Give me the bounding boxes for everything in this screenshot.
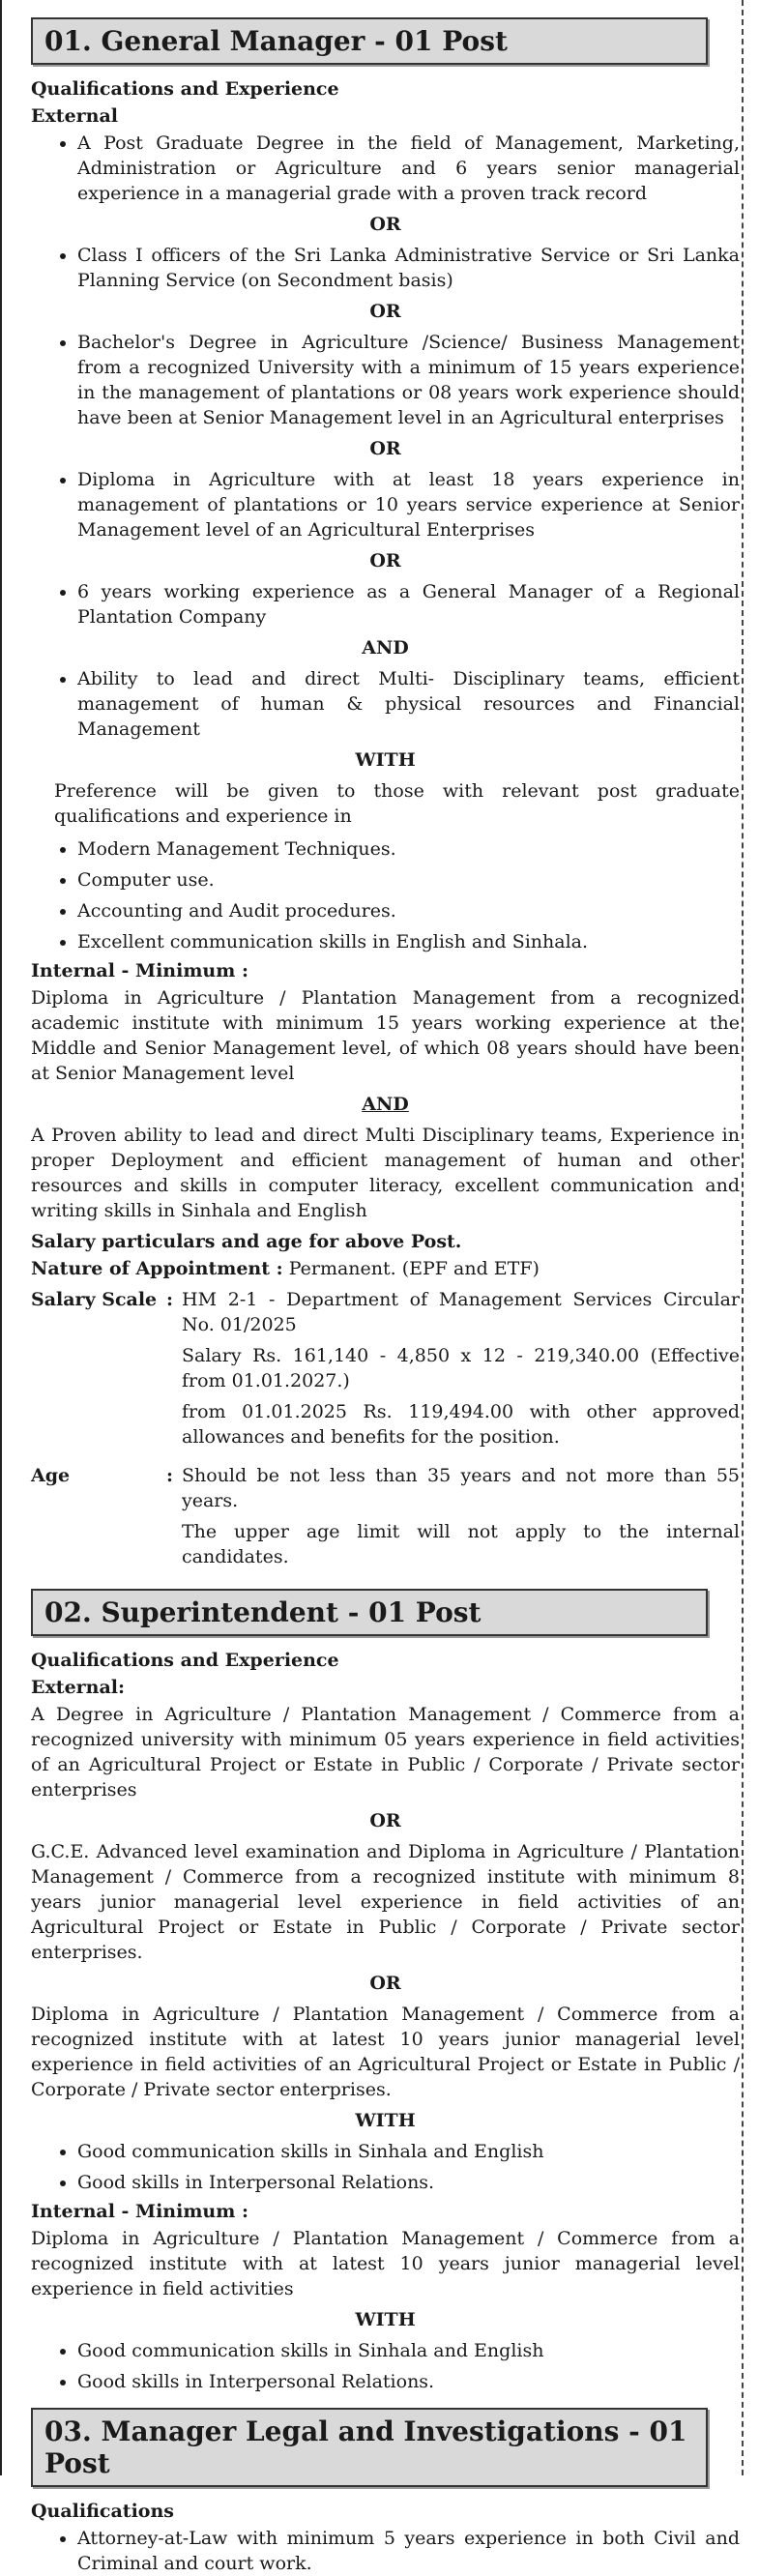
list-item: • Diploma in Agriculture with at least 18 years experience in management of plantations or 10 years service experience at Senior Management level of an Agricultural Enterprises — [77, 467, 740, 542]
colon: : — [166, 1465, 174, 1486]
post2-internal-label: Internal - Minimum : — [31, 2201, 248, 2222]
or-separator: OR — [369, 1810, 401, 1831]
list-item: • Computer use. — [77, 867, 740, 893]
salary-line: Salary Rs. 161,140 - 4,850 x 12 - 219,340.00 (Effective from 01.01.2027.) — [182, 1345, 740, 1391]
salary-label: Salary Scale — [31, 1289, 158, 1310]
list-item: • Modern Management Techniques. — [77, 836, 740, 862]
salary-line: from 01.01.2025 Rs. 119,494.00 with other approved allowances and benefits for the position. — [182, 1401, 740, 1448]
and-separator: AND — [362, 1094, 409, 1115]
post1-qual-heading: Qualifications and Experience — [31, 78, 339, 100]
post1-salary-row — [31, 1287, 740, 1455]
list-item: • Accounting and Audit procedures. — [77, 898, 740, 923]
salary-line: HM 2-1 - Department of Management Services Circular No. 01/2025 — [182, 1289, 740, 1335]
post1-preference-text: Preference will be given to those with relevant post graduate qualifications and experience in — [54, 780, 740, 827]
and-separator: AND — [362, 637, 409, 659]
with-separator: WITH — [355, 749, 416, 771]
list-item: • Bachelor's Degree in Agriculture /Science/ Business Management from a recognized University with a minimum of 15 years experience in the management of plantations or 08 years work experience should have been at Senior Management level in an Agricultural enterprises — [77, 330, 740, 430]
post1-internal-text-2: A Proven ability to lead and direct Multi Disciplinary teams, Experience in proper Deployment and efficient management of human and other resources and skills in computer literacy, excellent communication and writing skills in Sinhala and English — [31, 1125, 740, 1221]
or-separator: OR — [369, 301, 401, 322]
post1-pref-list — [31, 836, 740, 954]
post1-ext-list-3 — [31, 330, 740, 430]
post2-qual-heading: Qualifications and Experience — [31, 1650, 339, 1671]
post1-nature-row — [31, 1258, 740, 1279]
post2-ext-3: Diploma in Agriculture / Plantation Management / Commerce from a recognized institute with at latest 10 years junior managerial level experience in field activities of an Agricultural Project or Estate in Public / Corporate / Private sector enterprises. — [31, 2004, 740, 2100]
post1-ext-list-6 — [31, 666, 740, 742]
post2-internal-text: Diploma in Agriculture / Plantation Management / Commerce from a recognized institute with at latest 10 years junior managerial level experience in field activities — [31, 2228, 740, 2299]
post1-ext-list-1 — [31, 131, 740, 206]
nature-value: Permanent. (EPF and ETF) — [282, 1258, 540, 1279]
or-separator: OR — [369, 550, 401, 571]
list-item: • Attorney-at-Law with minimum 5 years experience in both Civil and Criminal and court work. — [77, 2526, 740, 2576]
age-line: Should be not less than 35 years and not more than 55 years. — [182, 1465, 740, 1511]
post3-qual-heading: Qualifications — [31, 2501, 174, 2522]
post1-ext-list-4 — [31, 467, 740, 542]
list-item: • 6 years working experience as a General Manager of a Regional Plantation Company — [77, 579, 740, 629]
post1-ext-list-5 — [31, 579, 740, 629]
post1-salary-heading: Salary particulars and age for above Post. — [31, 1231, 462, 1252]
list-item: • Ability to lead and direct Multi- Disciplinary teams, efficient management of human & physical resources and Financial Management — [77, 666, 740, 742]
list-item: • Excellent communication skills in English and Sinhala. — [77, 929, 740, 954]
post2-header: 02. Superintendent - 01 Post — [31, 1589, 708, 1636]
nature-label: Nature of Appointment : — [31, 1258, 283, 1279]
with-separator: WITH — [355, 2309, 416, 2330]
post1-internal-text: Diploma in Agriculture / Plantation Management from a recognized academic institute with minimum 15 years working experience at the Middle and Senior Management level, of which 08 years should have been at Senior Management level — [31, 987, 740, 1084]
post2-skills-list-2 — [31, 2338, 740, 2394]
post1-external-label: External — [31, 105, 119, 127]
post1-age-row — [31, 1463, 740, 1575]
with-separator: WITH — [355, 2110, 416, 2131]
post2-ext-2: G.C.E. Advanced level examination and Diploma in Agriculture / Plantation Management / Commerce from a recognized institute with minimum 8 years junior managerial level experience in field activities of an Agricultural Project or Estate in Public / Corporate / Private sector enterprises. — [31, 1841, 740, 1963]
or-separator: OR — [369, 1973, 401, 1994]
age-label: Age — [31, 1465, 71, 1486]
list-item: • Good skills in Interpersonal Relations. — [77, 2369, 740, 2394]
post1-ext-list-2 — [31, 243, 740, 293]
or-separator: OR — [369, 438, 401, 459]
post3-list — [31, 2526, 740, 2576]
list-item: • A Post Graduate Degree in the field of Management, Marketing, Administration or Agriculture and 6 years senior managerial experience in a managerial grade with a proven track record — [77, 131, 740, 206]
list-item: • Class I officers of the Sri Lanka Administrative Service or Sri Lanka Planning Service (on Secondment basis) — [77, 243, 740, 293]
or-separator: OR — [369, 214, 401, 235]
salary-values — [182, 1287, 740, 1455]
age-line: The upper age limit will not apply to the internal candidates. — [182, 1521, 740, 1567]
colon: : — [166, 1289, 174, 1310]
list-item: • Good communication skills in Sinhala and English — [77, 2139, 740, 2164]
list-item: • Good skills in Interpersonal Relations. — [77, 2170, 740, 2195]
post1-header: 01. General Manager - 01 Post — [31, 17, 708, 65]
post1-internal-label: Internal - Minimum : — [31, 960, 248, 981]
post2-skills-list-1 — [31, 2139, 740, 2195]
post3-header: 03. Manager Legal and Investigations - 01 Post — [31, 2408, 708, 2487]
post2-ext-1: A Degree in Agriculture / Plantation Management / Commerce from a recognized university with minimum 05 years experience in field activities of an Agricultural Project or Estate in Public / Corporate / Private sector enterprises — [31, 1704, 740, 1800]
post2-external-label: External: — [31, 1677, 126, 1698]
age-values — [182, 1463, 740, 1575]
list-item: • Good communication skills in Sinhala and English — [77, 2338, 740, 2363]
